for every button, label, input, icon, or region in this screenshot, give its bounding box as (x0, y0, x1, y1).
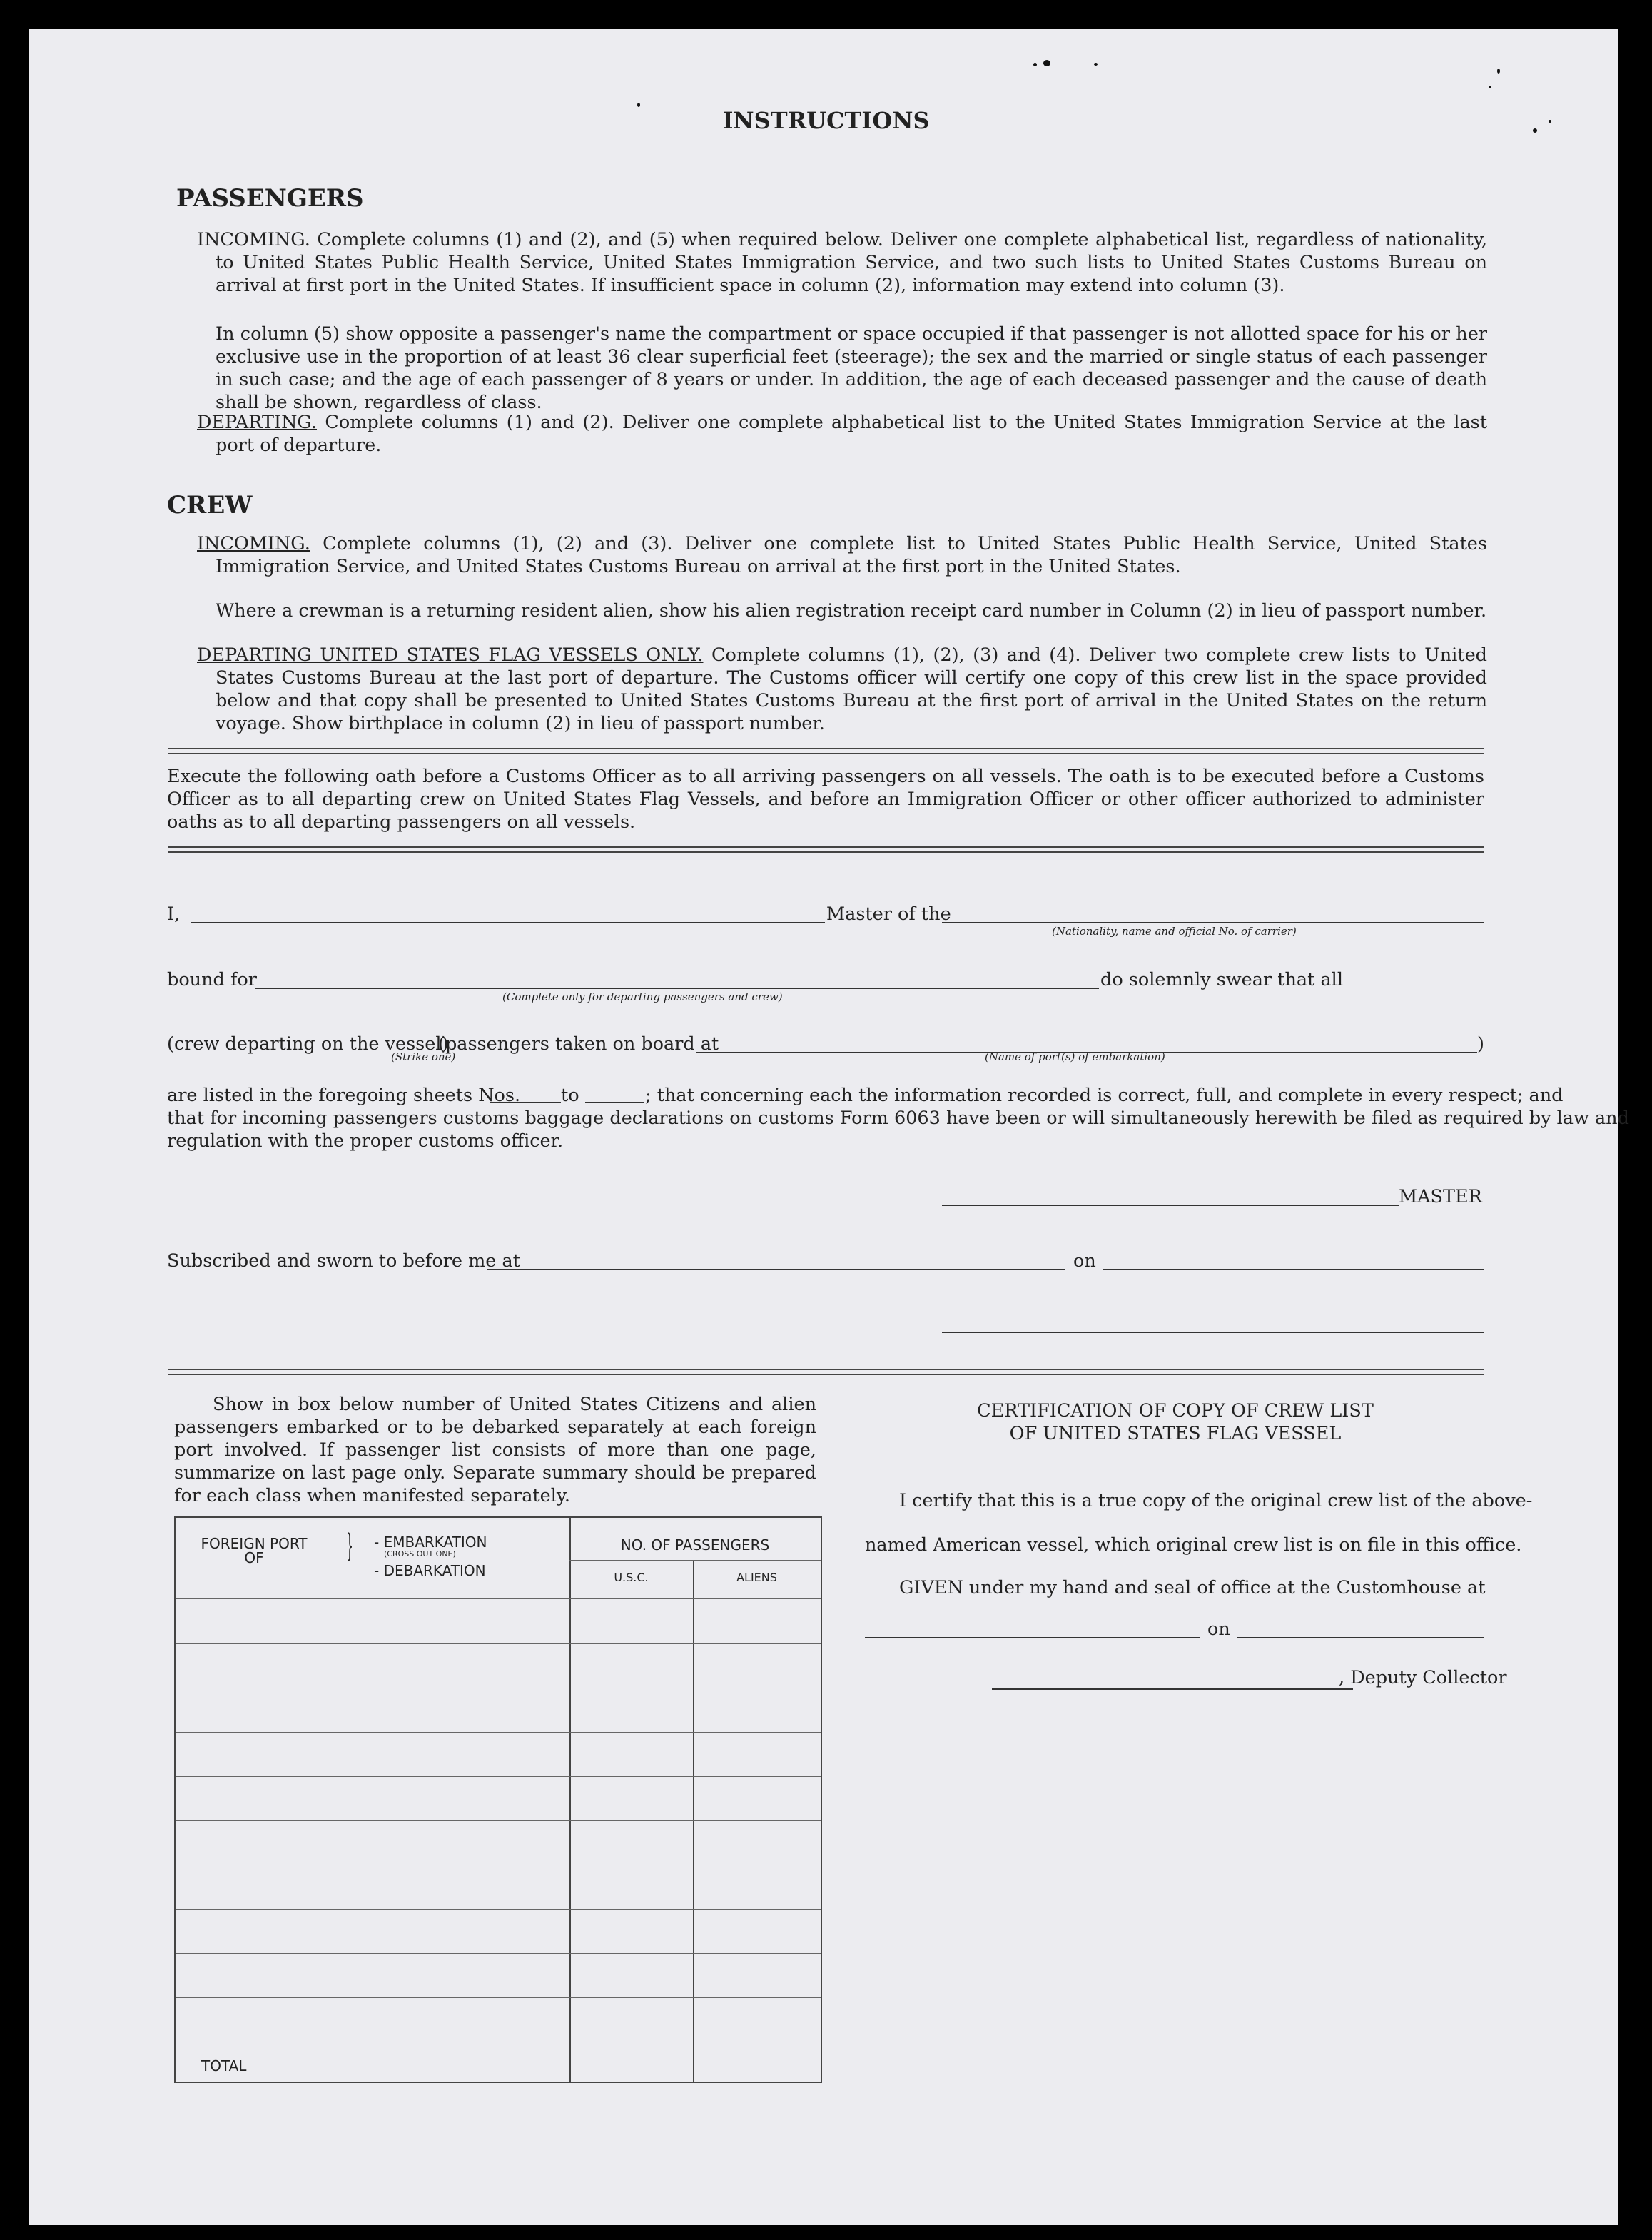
passengers-column5-paragraph: In column (5) show opposite a passenger's name the compartment or space occupied if that passenger is not allotted space for his or her exclusive use in the proportion of at least 36 clear superficial feet (steerage); the sex and the married or single status of each passenger in such case; and the age of each passenger of 8 years or under. In addition, the age of each deceased passenger and the cause of death shall be shown, regardless of class. (216, 323, 1487, 413)
master-label: MASTER (1399, 1186, 1482, 1207)
col-foreign-port: FOREIGN PORT OF (201, 1535, 308, 1566)
deputy-collector-label: , Deputy Collector (1339, 1667, 1507, 1688)
passengers-departing-text: Complete columns (1) and (2). Deliver one complete alphabetical list to the United States Immigration Service at the last port of departure. (216, 412, 1487, 456)
passengers-incoming-paragraph (197, 228, 1487, 297)
scan-speck (1033, 63, 1037, 66)
oath-instruction: Execute the following oath before a Customs Officer as to all arriving passengers on all vessels. The oath is to be executed before a Customs Officer as to all departing crew on United States Flag Vessels, and before an Immigration Officer or other officer authorized to administer oaths as to all departing passengers on all vessels. (167, 766, 1484, 833)
scan-speck (1043, 60, 1050, 66)
divider (168, 1369, 1484, 1370)
oath-i-label: I, (167, 903, 181, 925)
crew-incoming-label: INCOMING. (197, 533, 310, 554)
sworn-on-label: on (1073, 1250, 1096, 1272)
listed-prefix: are listed in the foregoing sheets Nos. (167, 1085, 521, 1106)
table-row (176, 1997, 821, 1998)
total-label: TOTAL (201, 2057, 247, 2074)
close-paren: ) (1477, 1033, 1484, 1055)
brace-glyph: } (346, 1528, 353, 1564)
table-row (176, 1776, 821, 1777)
table-row (176, 1732, 821, 1733)
carrier-caption: (Nationality, name and official No. of carrier) (1052, 925, 1297, 938)
crew-departing-option[interactable]: (crew departing on the vessel) (167, 1033, 449, 1055)
master-name-field[interactable] (191, 922, 825, 923)
crew-resident-paragraph: Where a crewman is a returning resident alien, show his alien registration receipt card number in Column (2) in lieu of passport number. (216, 600, 1487, 622)
master-signature-field[interactable] (942, 1205, 1399, 1206)
certify-line2: named American vessel, which original crew list is on file in this office. (865, 1534, 1522, 1556)
listed-line2: that for incoming passengers customs baggage declarations on customs Form 6063 have been or will simultaneously herewith be filed as required by law and (167, 1108, 1629, 1129)
table-column-divider (693, 1561, 694, 2082)
crew-departing-text: Complete columns (1), (2), (3) and (4). Deliver two complete crew lists to United States Customs Bureau at the last port of departure. The Customs officer will certify one copy of this crew list in the space provided below and that copy shall be presented to United States Customs Bureau at the first port of arrival in the United States on the return voyage. Show birthplace in column (2) in lieu of passport number. (216, 644, 1487, 734)
scan-speck (1489, 86, 1491, 88)
passengers-departing-paragraph (197, 411, 1487, 457)
passengers-taken-option[interactable]: (passengers taken on board at (438, 1033, 719, 1055)
sworn-date-field[interactable] (1103, 1269, 1484, 1270)
col-aliens: ALIENS (736, 1571, 777, 1584)
certify-line1: I certify that this is a true copy of the original crew list of the above- (899, 1490, 1533, 1511)
table-row (176, 1909, 821, 1910)
embarkation-label: - EMBARKATION (374, 1534, 487, 1551)
divider (168, 753, 1484, 754)
crew-incoming-text: Complete columns (1), (2) and (3). Deliver one complete list to United States Public Health Service, United States Immigration Service, and United States Customs Bureau on arrival at the first port in the United States. (216, 533, 1487, 577)
passengers-incoming-text: Complete columns (1) and (2), and (5) when required below. Deliver one complete alphabetical list, regardless of nationality, to United States Public Health Service, United States Immigration Service, and two such lists to United States Customs Bureau on arrival at first port in the United States. If insufficient space in column (2), information may extend into column (3). (216, 229, 1487, 296)
table-row (176, 1953, 821, 1954)
sheet-to-field[interactable] (585, 1102, 644, 1103)
table-row (176, 1643, 821, 1644)
listed-rest: ; that concerning each the information recorded is correct, full, and complete in every respect; and (645, 1085, 1564, 1106)
table-header-bottom (176, 1598, 821, 1599)
page-title: INSTRUCTIONS (722, 107, 930, 134)
to-label: to (561, 1085, 579, 1106)
port-caption: (Name of port(s) of embarkation) (985, 1050, 1165, 1063)
bound-for-field[interactable] (255, 988, 1099, 989)
certification-heading-2: OF UNITED STATES FLAG VESSEL (1009, 1423, 1342, 1444)
col-no-of-passengers: NO. OF PASSENGERS (620, 1536, 770, 1554)
strike-one-caption: (Strike one) (391, 1050, 456, 1063)
passengers-heading: PASSENGERS (176, 184, 364, 213)
col-usc: U.S.C. (614, 1571, 649, 1584)
passengers-departing-label: DEPARTING. (197, 412, 318, 433)
crew-departing-label: DEPARTING UNITED STATES FLAG VESSELS ONLY. (197, 644, 704, 666)
debarkation-label: - DEBARKATION (374, 1562, 486, 1579)
scan-speck (1497, 69, 1500, 74)
cross-out-label: (CROSS OUT ONE) (384, 1549, 456, 1559)
summary-instruction: Show in box below number of United States Citizens and alien passengers embarked or to be debarked separately at each foreign port involved. If passenger list consists of more than one page, summarize on last page only. Separate summary should be prepared for each class when manifested separately. (174, 1394, 816, 1506)
sworn-place-field[interactable] (487, 1269, 1065, 1270)
listed-line3: regulation with the proper customs officer. (167, 1130, 564, 1152)
sheet-from-field[interactable] (490, 1102, 561, 1103)
master-of-the-label: Master of the (826, 903, 951, 925)
customhouse-field[interactable] (865, 1637, 1200, 1638)
table-row (176, 1820, 821, 1821)
carrier-field[interactable] (942, 922, 1484, 923)
table-header-divider (569, 1560, 821, 1561)
crew-heading: CREW (167, 491, 253, 520)
passenger-summary-table (174, 1516, 822, 2083)
bound-caption: (Complete only for departing passengers and crew) (502, 990, 783, 1003)
crew-incoming-paragraph (197, 532, 1487, 578)
divider (168, 851, 1484, 853)
bound-for-label: bound for (167, 969, 257, 990)
crew-departing-paragraph (197, 644, 1487, 735)
swear-label: do solemnly swear that all (1100, 969, 1343, 990)
subscribed-label: Subscribed and sworn to before me at (167, 1250, 520, 1272)
divider (168, 846, 1484, 848)
scan-speck (1094, 63, 1098, 66)
officer-signature-field[interactable] (942, 1332, 1484, 1333)
cert-on-label: on (1207, 1618, 1230, 1640)
cert-date-field[interactable] (1237, 1637, 1484, 1638)
deputy-signature-field[interactable] (992, 1688, 1353, 1690)
given-label: GIVEN under my hand and seal of office at the Customhouse at (899, 1577, 1486, 1598)
divider (168, 1374, 1484, 1375)
certification-heading-1: CERTIFICATION OF COPY OF CREW LIST (977, 1400, 1374, 1421)
passengers-incoming-label: INCOMING. (197, 229, 310, 250)
divider (168, 748, 1484, 749)
